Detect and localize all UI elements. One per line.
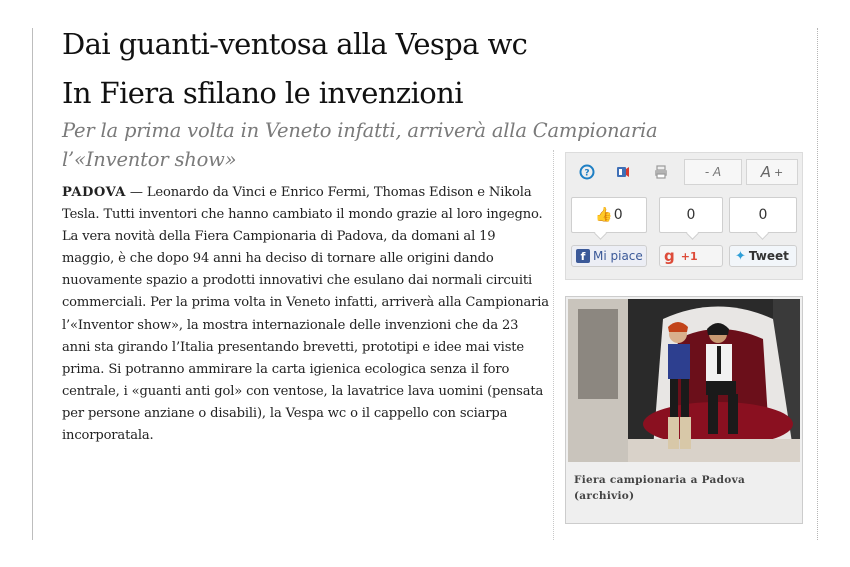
print-button[interactable] [648, 159, 674, 185]
article-photo[interactable] [568, 299, 800, 462]
fair-photo-image [568, 299, 800, 462]
twitter-bird-icon: ✦ [735, 248, 746, 264]
article-body [62, 182, 550, 447]
listen-button[interactable] [610, 159, 636, 185]
font-smaller-button[interactable]: - A [684, 159, 742, 185]
article-body-text: — Leonardo da Vinci e Enrico Fermi, Thomas Edison e Nikola Tesla. Tutti inventori che hanno cambiato il mondo grazie al loro ingegno. La vera novità della Fiera Campionaria di Padova, da domani al 19 maggio, è che dopo 94 anni ha deciso di tornare alle origini dando nuovamente spazio a prodotti innovativi che esulano dai normali circuiti commerciali. Per la prima volta in Veneto infatti, arriverà alla Campionaria l’«Inventor show», la mostra internazionale delle invenzioni che da 23 anni sta girando l’Italia presentando brevetti, prototipi e idee mai viste prima. Si potranno ammirare la carta igienica ecologica senza il foro centrale, i «guanti anti gol» con ventose, la lavatrice lava uomini (pensata per persone anziane o disabili), la Vespa wc o il cappello con sciarpa incorporatala. [62, 185, 549, 444]
left-column-rule [32, 28, 33, 540]
question-circle-icon [579, 164, 595, 180]
right-column-rule [817, 28, 818, 540]
headline-line-2: In Fiera sfilano le invenzioni [62, 76, 463, 110]
gplus-count: 0 [659, 197, 723, 233]
speaker-icon [615, 164, 631, 180]
font-larger-label: A [760, 163, 772, 181]
like-count-value: 0 [613, 207, 623, 223]
help-button[interactable] [572, 159, 602, 185]
font-larger-button[interactable] [746, 159, 798, 185]
article-subtitle: Per la prima volta in Veneto infatti, arriverà alla Campionaria l’«Inventor show» [62, 119, 658, 171]
like-label: Mi piace [593, 249, 643, 263]
share-toolbar [565, 152, 803, 280]
facebook-like-button[interactable] [571, 245, 647, 267]
sidebar-divider [553, 150, 554, 540]
printer-icon [653, 164, 669, 180]
facebook-like-count [571, 197, 647, 233]
google-plus-icon: g [664, 247, 675, 265]
photo-caption: Fiera campionaria a Padova (archivio) [574, 474, 746, 502]
svg-text:?: ? [584, 168, 590, 179]
photo-box [565, 296, 803, 524]
thumbs-up-icon: 👍 [595, 207, 613, 223]
dateline: PADOVA [62, 185, 126, 200]
tweet-label: Tweet [748, 249, 789, 263]
font-larger-plus: + [774, 165, 784, 179]
headline-line-1: Dai guanti-ventosa alla Vespa wc [62, 27, 528, 61]
gplus-button[interactable] [659, 245, 723, 267]
facebook-icon: f [576, 249, 590, 263]
tweet-button[interactable] [729, 245, 797, 267]
tweet-count: 0 [729, 197, 797, 233]
gplus-label: +1 [680, 249, 698, 263]
